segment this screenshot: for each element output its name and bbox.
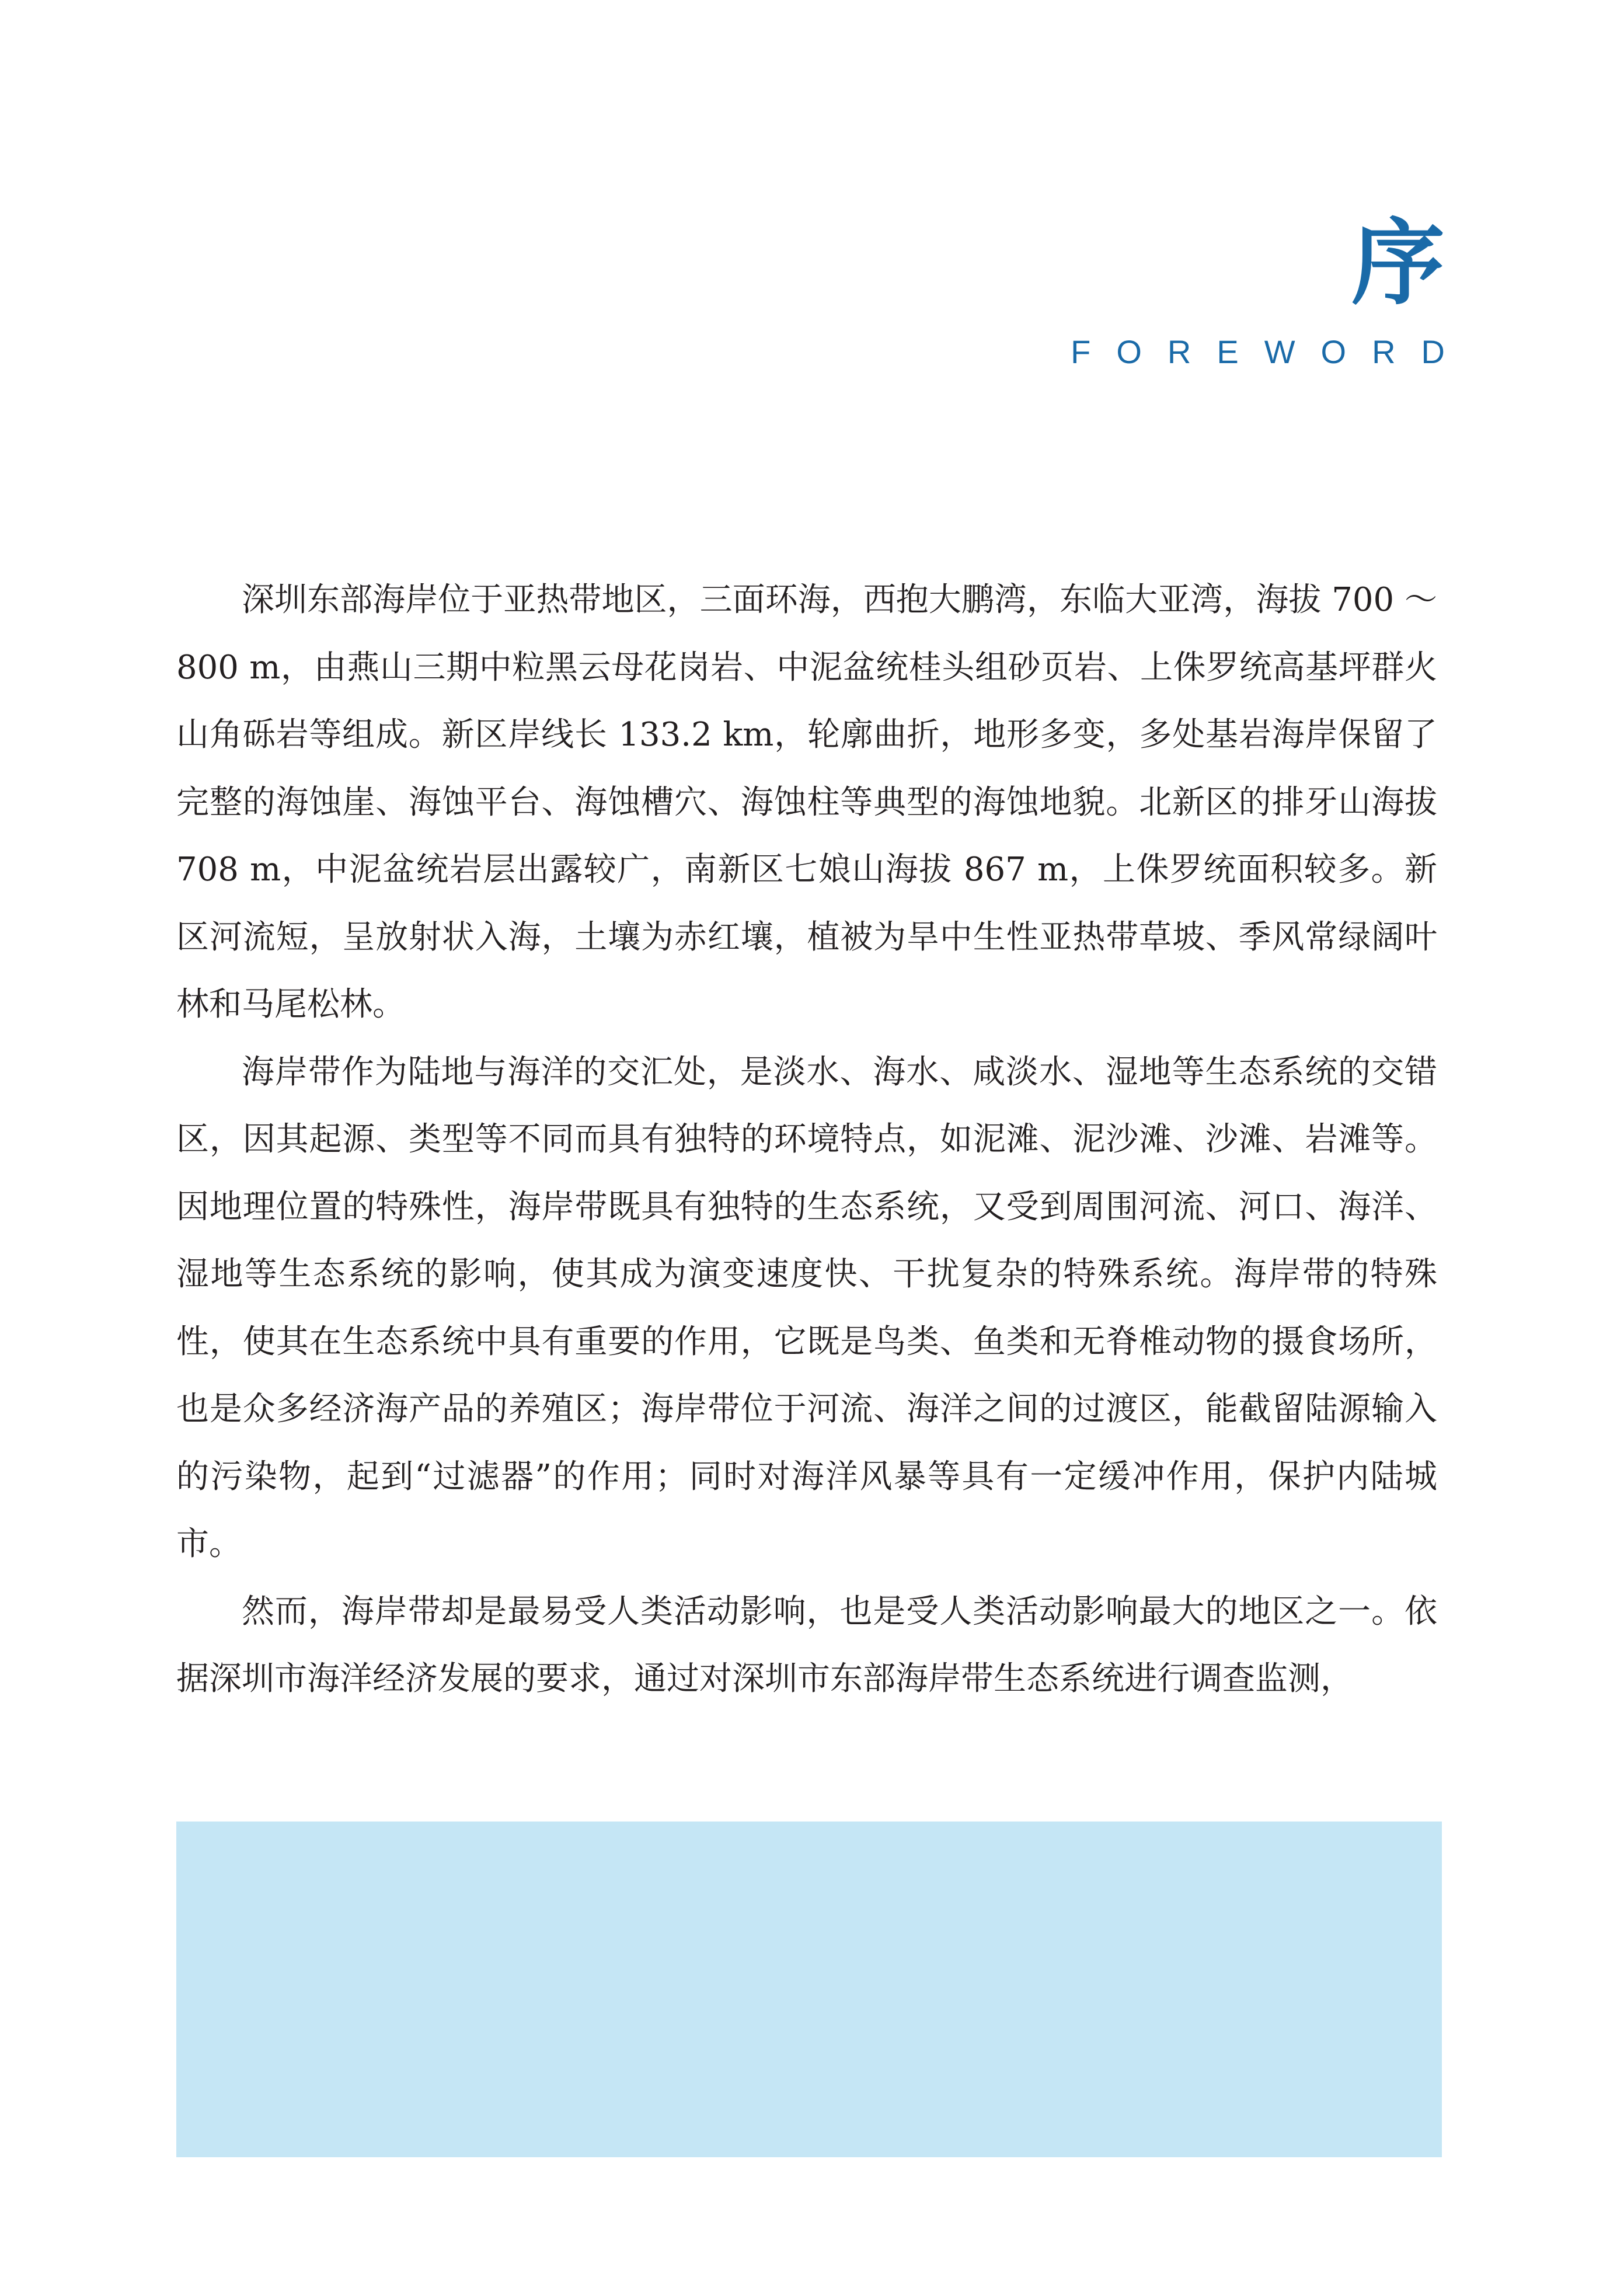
body-text bbox=[176, 566, 1437, 1713]
paragraph: 海岸带作为陆地与海洋的交汇处，是淡水、海水、咸淡水、湿地等生态系统的交错区，因其起源、类型等不同而具有独特的环境特点，如泥滩、泥沙滩、沙滩、岩滩等。因地理位置的特殊性，海岸带既具有独特的生态系统，又受到周围河流、河口、海洋、湿地等生态系统的影响，使其成为演变速度快、干扰复杂的特殊系统。海岸带的特殊性，使其在生态系统中具有重要的作用，它既是鸟类、鱼类和无脊椎动物的摄食场所，也是众多经济海产品的养殖区；海岸带位于河流、海洋之间的过渡区，能截留陆源输入的污染物，起到“过滤器”的作用；同时对海洋风暴等具有一定缓冲作用，保护内陆城市。 bbox=[176, 1053, 1437, 1563]
paragraph: 深圳东部海岸位于亚热带地区，三面环海，西抱大鹏湾，东临大亚湾，海拔 700 ～ 800 m，由燕山三期中粒黑云母花岗岩、中泥盆统桂头组砂页岩、上侏罗统高基坪群火山角砾岩等组成。新区岸线长 133.2 km，轮廓曲折，地形多变，多处基岩海岸保留了完整的海蚀崖、海蚀平台、海蚀槽穴、海蚀柱等典型的海蚀地貌。北新区的排牙山海拔 708 m，中泥盆统岩层出露较广，南新区七娘山海拔 867 m，上侏罗统面积较多。新区河流短，呈放射状入海，土壤为赤红壤，植被为旱中生性亚热带草坡、季风常绿阔叶林和马尾松林。 bbox=[176, 581, 1437, 1023]
title-block bbox=[1071, 208, 1470, 372]
paragraph: 然而，海岸带却是最易受人类活动影响，也是受人类活动影响最大的地区之一。依据深圳市海洋经济发展的要求，通过对深圳市东部海岸带生态系统进行调查监测， bbox=[176, 1592, 1437, 1698]
page-subtitle: FOREWORD bbox=[1071, 333, 1470, 370]
page-title: 序 bbox=[1351, 208, 1445, 318]
decorative-blue-box bbox=[176, 1822, 1442, 2157]
